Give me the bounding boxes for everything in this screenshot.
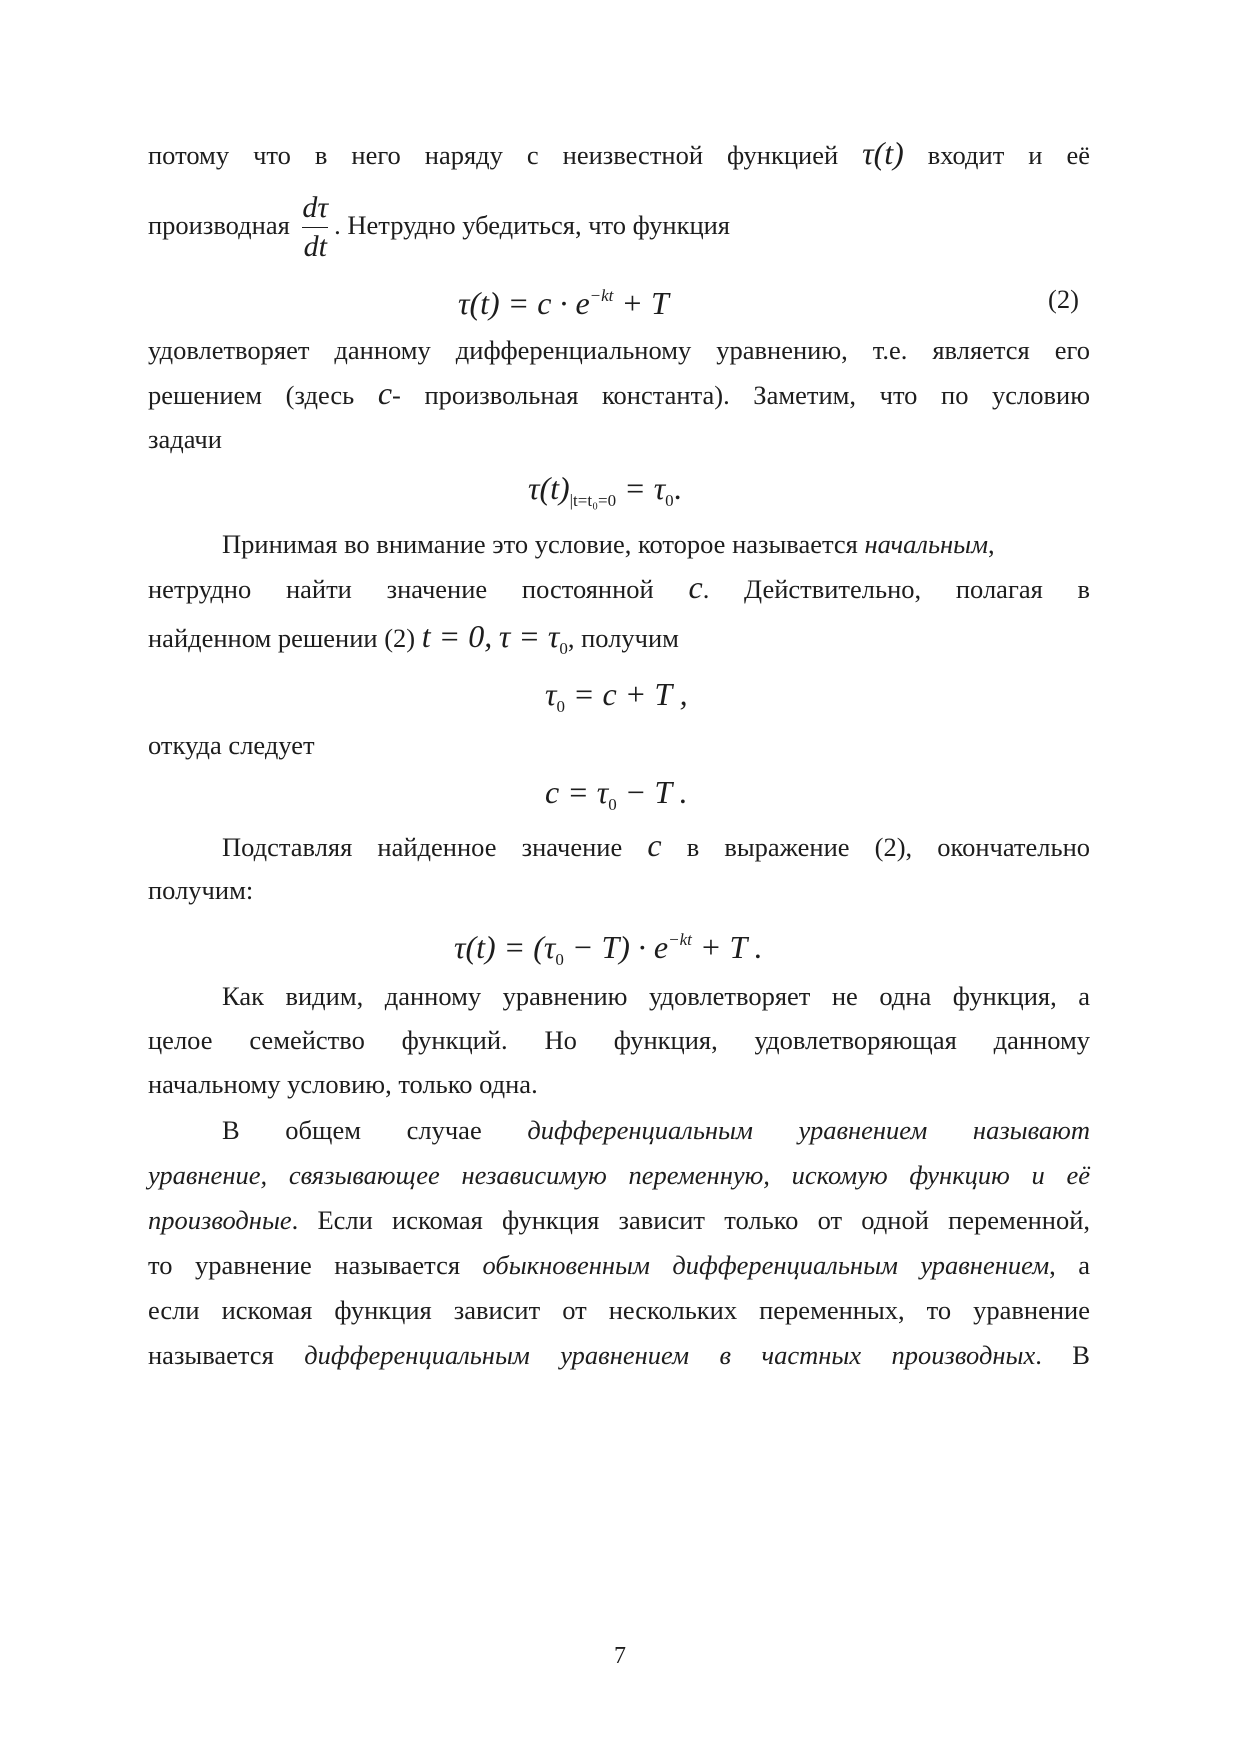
paragraph-5-line-3: производные. Если искомая функция зависит только от одной переменной,: [148, 1205, 1090, 1235]
text-line-otkuda: откуда следует: [148, 730, 315, 760]
equation-final: $\tau(t) = (\tau_0 - T) \cdot e^{-kt} + T$ .: [454, 929, 763, 969]
text-line-3: удовлетворяет данному дифференциальному уравнению, т.е. является его: [148, 335, 1090, 365]
paragraph-4-line-2: целое семейство функций. Но функция, удовлетворяющая данному: [148, 1025, 1090, 1055]
paragraph-3-line-2: получим:: [148, 875, 254, 905]
paragraph-4-line-3: начальному условию, только одна.: [148, 1069, 538, 1099]
paragraph-4-line-1: Как видим, данному уравнению удовлетворяет не одна функция, а: [222, 981, 1090, 1011]
paragraph-2-line-1: Принимая во внимание это условие, которое называется начальным,: [222, 529, 995, 559]
equation-tau0: $\tau_0 = c + T$ ,: [545, 676, 688, 716]
text-line-1: потому что в него наряду с неизвестной функцией τ(t) входит и её: [148, 135, 1090, 171]
paragraph-5-line-2: уравнение, связывающее независимую переменную, искомую функцию и её: [148, 1160, 1090, 1190]
text-line-4: решением (здесь c- произвольная константа). Заметим, что по условию: [148, 375, 1091, 411]
paragraph-5-line-1: В общем случае дифференциальным уравнением называют: [222, 1115, 1090, 1145]
paragraph-5-line-4: то уравнение называется обыкновенным дифференциальным уравнением, а: [148, 1250, 1090, 1280]
fraction-dtau-dt: $\frac{d\tau}{dt}$: [302, 191, 329, 264]
equation-2: $\tau(t) = c \cdot e^{-kt} + T$: [458, 285, 669, 321]
text-line-5: задачи: [148, 424, 222, 454]
paragraph-2-line-2: нетрудно найти значение постоянной c. Действительно, полагая в: [148, 569, 1091, 605]
paragraph-5-line-5: если искомая функция зависит от нескольких переменных, то уравнение: [148, 1295, 1090, 1325]
page-number: 7: [614, 1643, 626, 1669]
paragraph-3-line-1: Подставляя найденное значение c в выражение (2), окончательно: [222, 827, 1091, 863]
math-tau-t: τ(t): [862, 135, 904, 171]
text-line-2: производная $\frac{d\tau}{dt}$ . Нетрудно убедиться, что функция: [148, 191, 730, 264]
paragraph-5-line-6: называется дифференциальным уравнением в частных производных. В: [148, 1340, 1090, 1370]
equation-number: (2): [1048, 284, 1079, 314]
paragraph-2-line-3: найденном решении (2) t = 0, $\tau = \tau_0$, получим: [148, 618, 679, 658]
equation-initial-condition: $\tau(t)_{|t=t_0=0} = \tau_0$.: [528, 470, 682, 510]
equation-c: $c = \tau_0 - T$ .: [545, 774, 688, 814]
